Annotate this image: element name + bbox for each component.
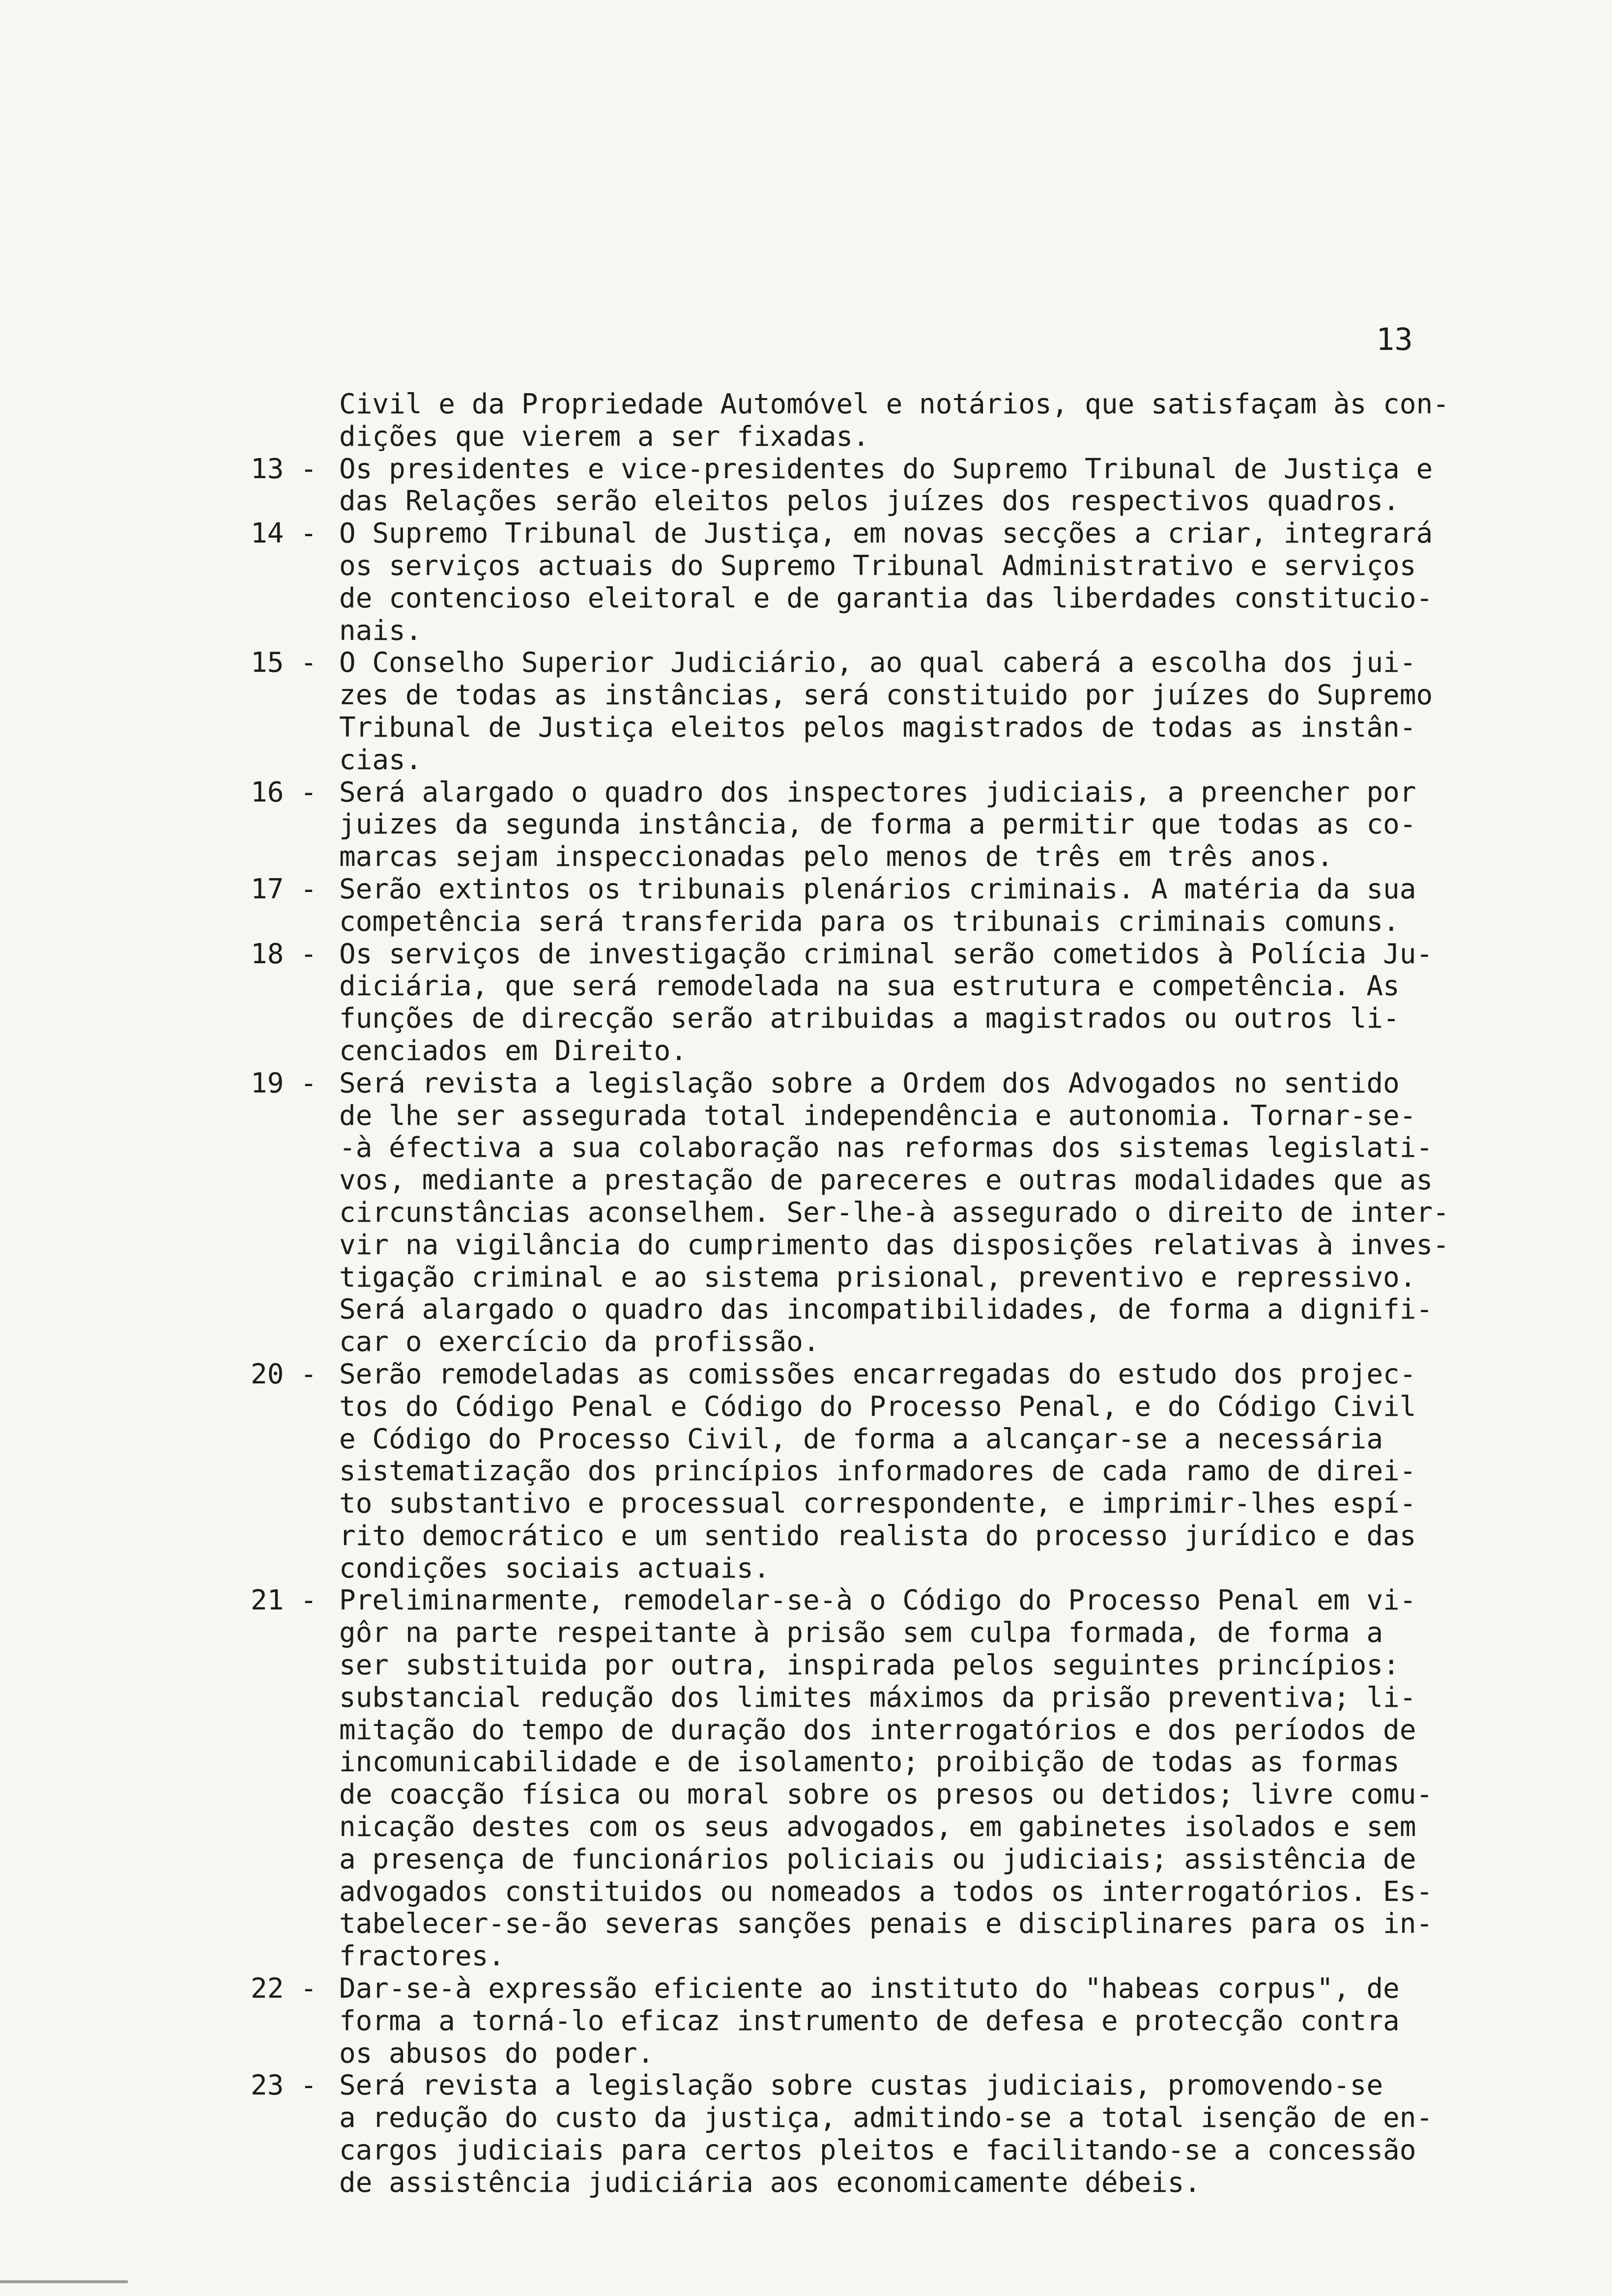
text-line: Será revista a legislação sobre custas judiciais, promovendo-se bbox=[339, 2069, 1383, 2102]
text-line: circunstâncias aconselhem. Ser-lhe-à assegurado o direito de inter- bbox=[339, 1196, 1449, 1229]
text-line: juizes da segunda instância, de forma a permitir que todas as co- bbox=[339, 808, 1416, 841]
paragraph-item bbox=[0, 1584, 1612, 1973]
text-line: fractores. bbox=[339, 1940, 505, 1973]
paragraph-number: 21 - bbox=[251, 1584, 317, 1617]
paragraph-item bbox=[0, 873, 1612, 938]
text-line: zes de todas as instâncias, será constituido por juízes do Supremo bbox=[339, 679, 1433, 712]
paragraph-item bbox=[0, 776, 1612, 873]
paragraph-number: 19 - bbox=[251, 1067, 317, 1099]
text-line: Serão extintos os tribunais plenários criminais. A matéria da sua bbox=[339, 873, 1416, 905]
paragraph-number: 14 - bbox=[251, 517, 317, 550]
text-line: Serão remodeladas as comissões encarregadas do estudo dos projec- bbox=[339, 1358, 1416, 1390]
text-line: tos do Código Penal e Código do Processo Penal, e do Código Civil bbox=[339, 1390, 1416, 1423]
text-line: dições que vierem a ser fixadas. bbox=[339, 420, 869, 453]
text-line: de contencioso eleitoral e de garantia das liberdades constitucio- bbox=[339, 582, 1433, 614]
paragraph-item bbox=[0, 1358, 1612, 1585]
text-line: nicação destes com os seus advogados, em gabinetes isolados e sem bbox=[339, 1811, 1416, 1843]
paragraph-item bbox=[0, 388, 1612, 453]
paragraph-item bbox=[0, 1067, 1612, 1358]
text-line: Os serviços de investigação criminal serão cometidos à Polícia Ju- bbox=[339, 938, 1433, 970]
text-line: cargos judiciais para certos pleitos e facilitando-se a concessão bbox=[339, 2134, 1416, 2167]
text-line: car o exercício da profissão. bbox=[339, 1326, 820, 1358]
text-line: nais. bbox=[339, 614, 422, 647]
paragraph-number: 23 - bbox=[251, 2069, 317, 2102]
paragraph-number: 22 - bbox=[251, 1973, 317, 2005]
paragraph-item bbox=[0, 2069, 1612, 2199]
text-line: a redução do custo da justiça, admitindo-se a total isenção de en- bbox=[339, 2102, 1433, 2134]
text-line: os abusos do poder. bbox=[339, 2037, 654, 2069]
document-body bbox=[0, 388, 1612, 2199]
text-line: Tribunal de Justiça eleitos pelos magistrados de todas as instân- bbox=[339, 711, 1416, 744]
text-line: Dar-se-à expressão eficiente ao instituto do "habeas corpus", de bbox=[339, 1973, 1400, 2005]
text-line: funções de direcção serão atribuidas a magistrados ou outros li- bbox=[339, 1003, 1400, 1035]
paragraph-number: 15 - bbox=[251, 647, 317, 679]
text-line: Será alargado o quadro das incompatibilidades, de forma a dignifi- bbox=[339, 1293, 1433, 1326]
text-line: Será alargado o quadro dos inspectores judiciais, a preencher por bbox=[339, 776, 1416, 808]
paragraph-item bbox=[0, 453, 1612, 518]
paragraph-number: 20 - bbox=[251, 1358, 317, 1390]
text-line: -à éfectiva a sua colaboração nas reformas dos sistemas legislati- bbox=[339, 1132, 1433, 1164]
text-line: cias. bbox=[339, 744, 422, 776]
text-line: de assistência judiciária aos economicamente débeis. bbox=[339, 2166, 1201, 2199]
paragraph-number: 18 - bbox=[251, 938, 317, 970]
text-line: de coacção física ou moral sobre os presos ou detidos; livre comu- bbox=[339, 1779, 1433, 1811]
text-line: gôr na parte respeitante à prisão sem culpa formada, de forma a bbox=[339, 1617, 1383, 1649]
paragraph-item bbox=[0, 938, 1612, 1067]
text-line: marcas sejam inspeccionadas pelo menos de três em três anos. bbox=[339, 841, 1333, 873]
text-line: condições sociais actuais. bbox=[339, 1552, 770, 1584]
text-line: Preliminarmente, remodelar-se-à o Código do Processo Penal em vi- bbox=[339, 1584, 1416, 1617]
text-line: ser substituida por outra, inspirada pelos seguintes princípios: bbox=[339, 1649, 1400, 1682]
text-line: rito democrático e um sentido realista do processo jurídico e das bbox=[339, 1520, 1416, 1552]
text-line: to substantivo e processual correspondente, e imprimir-lhes espí- bbox=[339, 1488, 1416, 1520]
paragraph-number: 13 - bbox=[251, 453, 317, 485]
text-line: Civil e da Propriedade Automóvel e notários, que satisfaçam às con- bbox=[339, 388, 1449, 420]
text-line: mitação do tempo de duração dos interrogatórios e dos períodos de bbox=[339, 1714, 1416, 1746]
text-line: Os presidentes e vice-presidentes do Supremo Tribunal de Justiça e bbox=[339, 453, 1433, 485]
text-line: O Supremo Tribunal de Justiça, em novas secções a criar, integrará bbox=[339, 517, 1433, 550]
text-line: Será revista a legislação sobre a Ordem dos Advogados no sentido bbox=[339, 1067, 1400, 1099]
text-line: tabelecer-se-ão severas sanções penais e disciplinares para os in- bbox=[339, 1908, 1433, 1940]
text-line: diciária, que será remodelada na sua estrutura e competência. As bbox=[339, 970, 1400, 1003]
paragraph-number: 17 - bbox=[251, 873, 317, 905]
paragraph-number: 16 - bbox=[251, 776, 317, 808]
text-line: vos, mediante a prestação de pareceres e outras modalidades que as bbox=[339, 1164, 1433, 1197]
text-line: advogados constituidos ou nomeados a todos os interrogatórios. Es- bbox=[339, 1875, 1433, 1908]
bottom-edge-mark bbox=[0, 2280, 128, 2283]
text-line: de lhe ser assegurada total independência e autonomia. Tornar-se- bbox=[339, 1099, 1416, 1132]
text-line: tigação criminal e ao sistema prisional, preventivo e repressivo. bbox=[339, 1261, 1416, 1293]
text-line: os serviços actuais do Supremo Tribunal Administrativo e serviços bbox=[339, 549, 1416, 582]
text-line: forma a torná-lo eficaz instrumento de defesa e protecção contra bbox=[339, 2005, 1400, 2037]
text-line: cenciados em Direito. bbox=[339, 1034, 688, 1067]
paragraph-item bbox=[0, 647, 1612, 776]
text-line: e Código do Processo Civil, de forma a alcançar-se a necessária bbox=[339, 1423, 1383, 1455]
paragraph-item bbox=[0, 517, 1612, 647]
text-line: vir na vigilância do cumprimento das disposições relativas à inves- bbox=[339, 1229, 1449, 1261]
text-line: incomunicabilidade e de isolamento; proibição de todas as formas bbox=[339, 1746, 1400, 1779]
page-number: 13 bbox=[1376, 321, 1413, 357]
text-line: a presença de funcionários policiais ou judiciais; assistência de bbox=[339, 1843, 1416, 1875]
text-line: das Relações serão eleitos pelos juízes dos respectivos quadros. bbox=[339, 485, 1400, 517]
text-line: O Conselho Superior Judiciário, ao qual caberá a escolha dos jui- bbox=[339, 647, 1416, 679]
paragraph-item bbox=[0, 1973, 1612, 2069]
text-line: substancial redução dos limites máximos da prisão preventiva; li- bbox=[339, 1681, 1416, 1714]
text-line: sistematização dos princípios informadores de cada ramo de direi- bbox=[339, 1455, 1416, 1488]
text-line: competência será transferida para os tribunais criminais comuns. bbox=[339, 905, 1400, 938]
